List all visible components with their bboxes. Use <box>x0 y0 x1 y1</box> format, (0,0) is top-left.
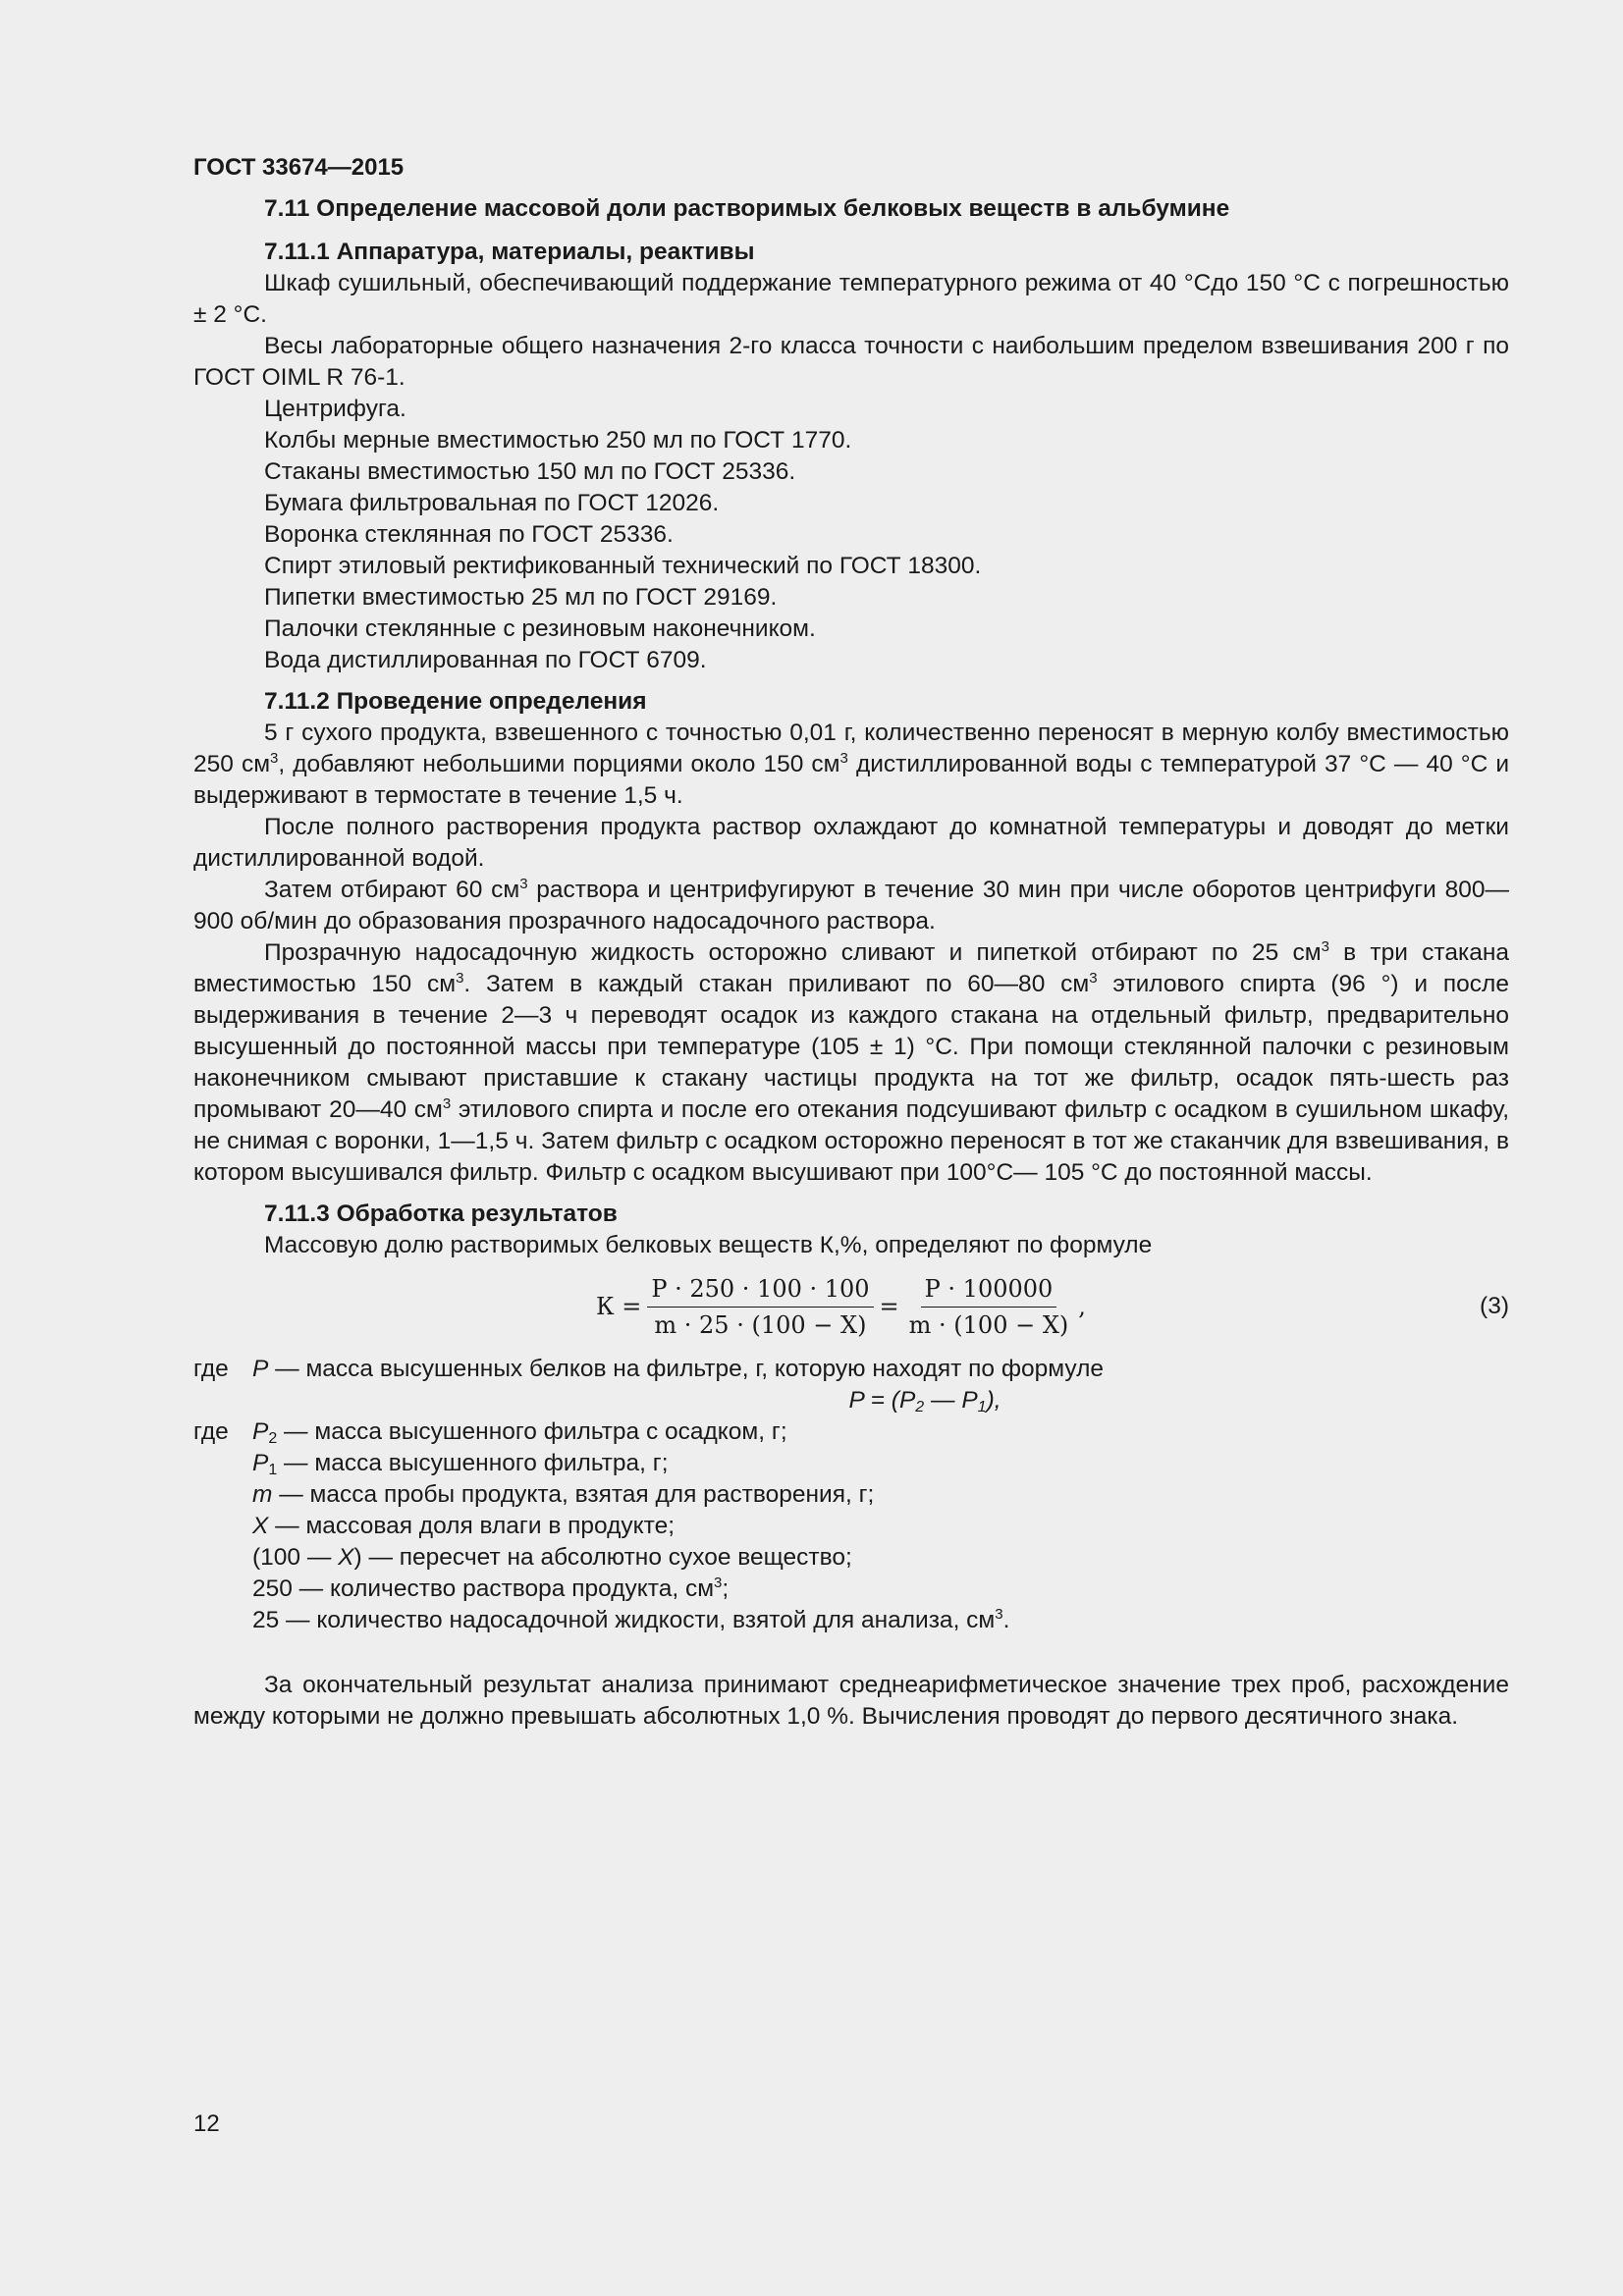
def-p2: $P_2$ — масса высушенного фильтра с осадком, г; <box>252 1418 787 1447</box>
apparatus-item: Центрифуга. <box>264 396 406 422</box>
apparatus-item: Палочки стеклянные с резиновым наконечником. <box>264 615 816 642</box>
procedure-para-3: Затем отбирают 60 $см^3$ раствора и центрифугируют в течение 30 мин при числе оборотов центрифуги 800—900 об/мин до образования прозрачного надосадочного раствора. <box>193 876 1509 934</box>
page-number: 12 <box>193 2110 220 2137</box>
def-100-x: (100 — X) — пересчет на абсолютно сухое вещество; <box>252 1544 852 1571</box>
formula-denominator-2: m · (100 − X) <box>908 1310 1069 1339</box>
where-p2-row <box>193 1416 1509 1448</box>
formula-comma: , <box>1078 1293 1086 1320</box>
subsection-results-title: 7.11.3 Обработка результатов <box>264 1201 618 1227</box>
formula-fraction-2 <box>905 1274 1073 1340</box>
formula-lhs: К = <box>596 1293 642 1320</box>
apparatus-para-scales: Весы лабораторные общего назначения 2-го класса точности с наибольшим пределом взвешивания 200 г по ГОСТ OIML R 76-1. <box>193 333 1509 391</box>
where-label: где <box>193 1356 229 1382</box>
where-p-definition: P — масса высушенных белков на фильтре, г, которую находят по формуле <box>252 1356 1105 1382</box>
results-intro: Массовую долю растворимых белковых веществ К,%, определяют по формуле <box>264 1232 1153 1258</box>
formula-numerator-2: P · 100000 <box>921 1274 1057 1308</box>
section-title: 7.11 Определение массовой доли растворимых белковых веществ в альбумине <box>264 195 1230 222</box>
apparatus-para-oven: Шкаф сушильный, обеспечивающий поддержание температурного режима от 40 °Сдо 150 °С с погрешностью ± 2 °С. <box>193 270 1509 328</box>
procedure-para-4: Прозрачную надосадочную жидкость осторожно сливают и пипеткой отбирают по 25 $см^3$ в три стакана вместимостью 150 $см^3$. Затем в каждый стакан приливают по 60—80 $см^3$ этилового спирта (96 °) и после выдерживания в течение 2—3 ч переводят осадок из каждого стакана на отдельный фильтр, предварительно высушенный до постоянной массы при температуре (105 ± 1) °С. При помощи стеклянной палочки с резиновым наконечником смывают приставшие к стакану частицы продукта на тот же фильтр, осадок пять-шесть раз промывают 20—40 $см^3$ этилового спирта и после его отекания подсушивают фильтр с осадком в сушильном шкафу, не снимая с воронки, 1—1,5 ч. Затем фильтр с осадком осторожно переносят в тот же стаканчик для взвешивания, в котором высушивался фильтр. Фильтр с осадком высушивают при 100°С— 105 °С до постоянной массы. <box>193 938 1509 1186</box>
apparatus-item: Стаканы вместимостью 150 мл по ГОСТ 25336. <box>264 458 796 485</box>
def-p1: $P_1$ — масса высушенного фильтра, г; <box>252 1450 669 1478</box>
formula-equals: = <box>879 1293 899 1320</box>
procedure-para-1: 5 г сухого продукта, взвешенного с точностью 0,01 г, количественно переносят в мерную колбу вместимостью 250 $см^3$, добавляют небольшими порциями около 150 $см^3$ дистиллированной воды с температурой 37 °С — 40 °С и выдерживают в термостате в течение 1,5 ч. <box>193 720 1510 809</box>
p-formula: $P = (P_2$ — $P_1$), <box>848 1387 1001 1415</box>
final-paragraph: За окончательный результат анализа принимают среднеарифметическое значение трех проб, расхождение между которыми не должно превышать абсолютных 1,0 %. Вычисления проводят до первого десятичного знака. <box>193 1672 1509 1730</box>
where-p-row <box>193 1354 1509 1385</box>
where-label: где <box>193 1418 229 1445</box>
subsection-apparatus-title: 7.11.1 Аппаратура, материалы, реактивы <box>264 239 755 265</box>
def-250: 250 — количество раствора продукта, $см^3$; <box>252 1575 730 1602</box>
apparatus-item: Колбы мерные вместимостью 250 мл по ГОСТ 1770. <box>264 427 852 454</box>
page-content <box>193 152 1509 1733</box>
equation-number: (3) <box>1480 1293 1509 1319</box>
apparatus-item: Спирт этиловый ректификованный технический по ГОСТ 18300. <box>264 553 982 579</box>
def-m: m — масса пробы продукта, взятая для растворения, г; <box>252 1481 875 1508</box>
apparatus-item: Воронка стеклянная по ГОСТ 25336. <box>264 521 674 548</box>
formula-3 <box>193 1267 1509 1352</box>
def-25: 25 — количество надосадочной жидкости, взятой для анализа, $см^3$. <box>252 1606 1010 1633</box>
apparatus-item: Бумага фильтровальная по ГОСТ 12026. <box>264 490 720 516</box>
formula-fraction-1 <box>647 1274 873 1340</box>
document-header: ГОСТ 33674—2015 <box>193 154 405 181</box>
subsection-procedure-title: 7.11.2 Проведение определения <box>264 688 647 715</box>
where-block <box>193 1354 1509 1636</box>
formula-numerator-1: P · 250 · 100 · 100 <box>647 1274 873 1308</box>
formula-expression <box>596 1267 1086 1346</box>
apparatus-item: Вода дистиллированная по ГОСТ 6709. <box>264 647 707 673</box>
procedure-para-2: После полного растворения продукта раствор охлаждают до комнатной температуры и доводят до метки дистиллированной водой. <box>193 814 1509 872</box>
def-x: X — массовая доля влаги в продукте; <box>252 1513 676 1539</box>
apparatus-item: Пипетки вместимостью 25 мл по ГОСТ 29169. <box>264 584 778 611</box>
formula-denominator-1: m · 25 · (100 − X) <box>654 1310 867 1339</box>
